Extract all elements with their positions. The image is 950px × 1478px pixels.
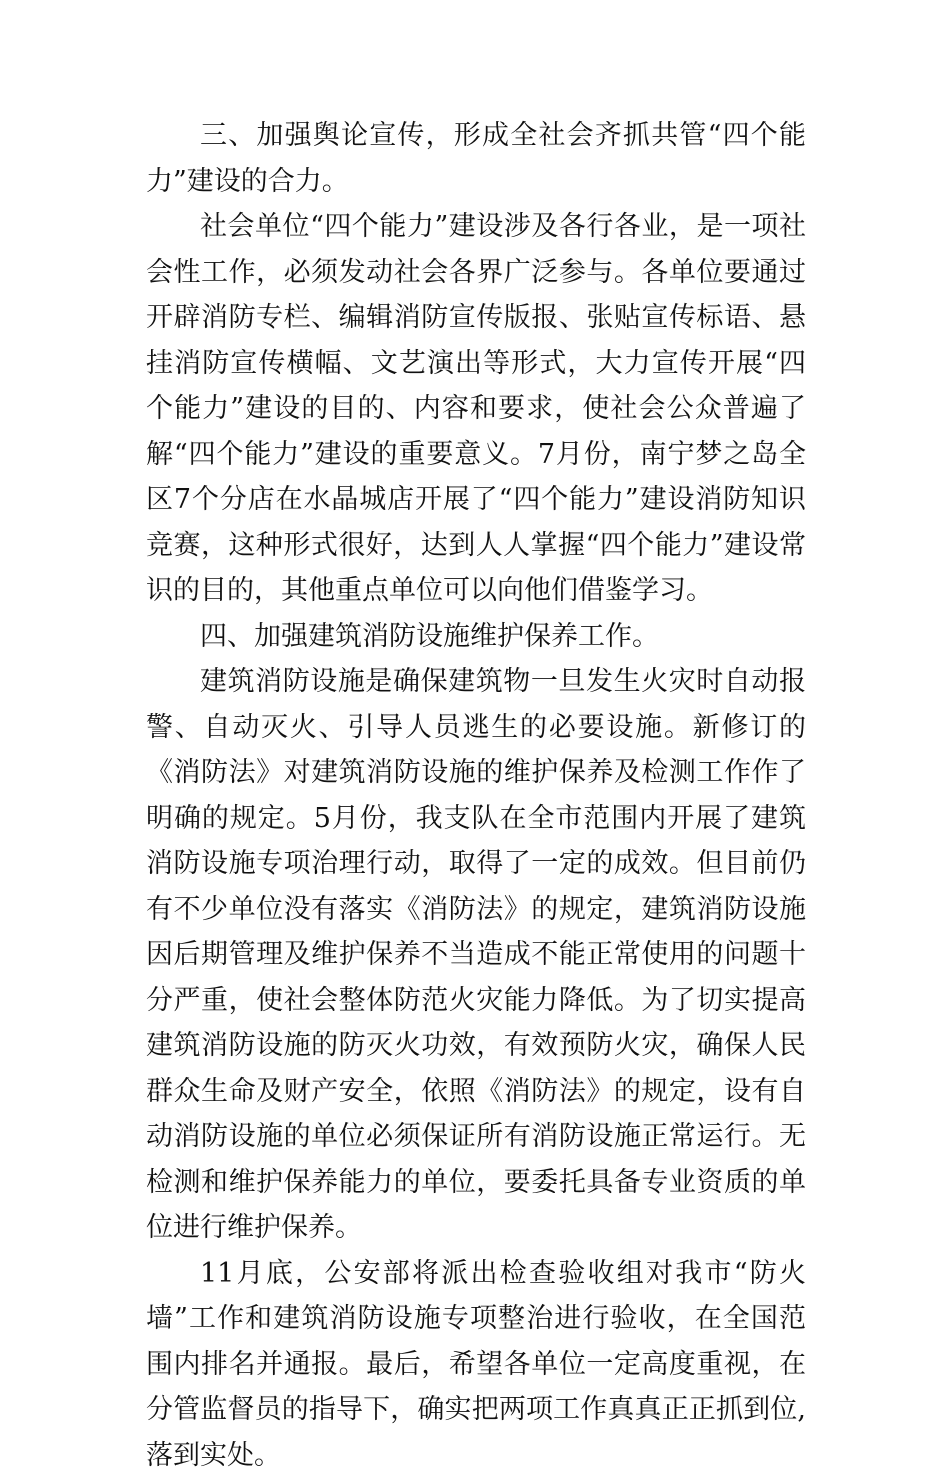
section-heading-four: 四、加强建筑消防设施维护保养工作。: [146, 614, 806, 660]
section-heading-three: 三、加强舆论宣传，形成全社会齐抓共管“四个能力”建设的合力。: [146, 113, 806, 204]
body-paragraph: 社会单位“四个能力”建设涉及各行各业，是一项社会性工作，必须发动社会各界广泛参与。各单位要通过开辟消防专栏、编辑消防宣传版报、张贴宣传标语、悬挂消防宣传横幅、文艺演出等形式，大力宣传开展“四个能力”建设的目的、内容和要求，使社会公众普遍了解“四个能力”建设的重要意义。7月份，南宁梦之岛全区7个分店在水晶城店开展了“四个能力”建设消防知识竞赛，这种形式很好，达到人人掌握“四个能力”建设常识的目的，其他重点单位可以向他们借鉴学习。: [146, 204, 806, 614]
closing-paragraph: 11月底，公安部将派出检查验收组对我市“防火墙”工作和建筑消防设施专项整治进行验收，在全国范围内排名并通报。最后，希望各单位一定高度重视，在分管监督员的指导下，确实把两项工作真真正正抓到位,落到实处。: [146, 1251, 806, 1478]
body-paragraph: 建筑消防设施是确保建筑物一旦发生火灾时自动报警、自动灭火、引导人员逃生的必要设施。新修订的《消防法》对建筑消防设施的维护保养及检测工作作了明确的规定。5月份，我支队在全市范围内开展了建筑消防设施专项治理行动，取得了一定的成效。但目前仍有不少单位没有落实《消防法》的规定，建筑消防设施因后期管理及维护保养不当造成不能正常使用的问题十分严重，使社会整体防范火灾能力降低。为了切实提高建筑消防设施的防灭火功效，有效预防火灾，确保人民群众生命及财产安全，依照《消防法》的规定，设有自动消防设施的单位必须保证所有消防设施正常运行。无检测和维护保养能力的单位，要委托具备专业资质的单位进行维护保养。: [146, 659, 806, 1251]
document-body: [146, 113, 806, 1478]
